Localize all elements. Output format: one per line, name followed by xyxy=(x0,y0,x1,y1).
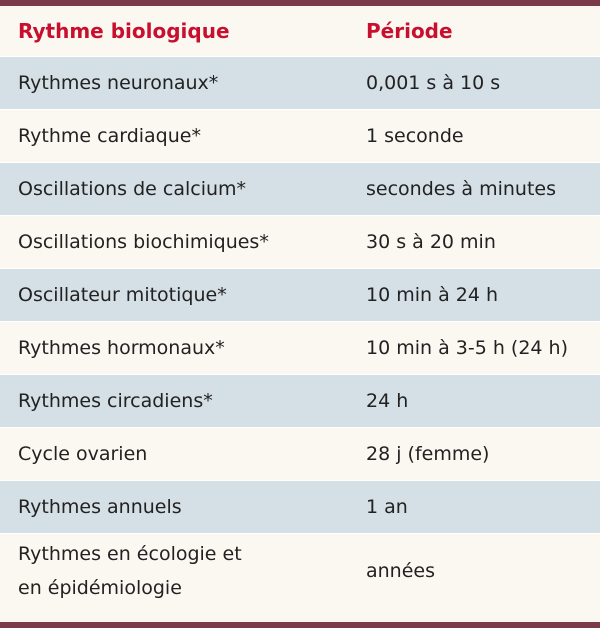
table-row xyxy=(0,322,600,375)
table-row xyxy=(0,481,600,534)
table-row xyxy=(0,216,600,269)
rhythm-cell: Cycle ovarien xyxy=(0,428,350,481)
table-row xyxy=(0,375,600,428)
period-cell: 1 an xyxy=(350,481,600,534)
rhythm-cell: Rythmes annuels xyxy=(0,481,350,534)
period-cell: 10 min à 24 h xyxy=(350,269,600,322)
rhythm-cell-line: Rythmes en écologie et xyxy=(18,542,242,565)
table-row xyxy=(0,534,600,608)
table-row xyxy=(0,110,600,163)
table-row xyxy=(0,57,600,110)
period-cell: 1 seconde xyxy=(350,110,600,163)
rhythm-cell: Oscillations de calcium* xyxy=(0,163,350,216)
table-row xyxy=(0,269,600,322)
rhythm-cell: Oscillateur mitotique* xyxy=(0,269,350,322)
period-cell: 24 h xyxy=(350,375,600,428)
table-row xyxy=(0,163,600,216)
period-cell: secondes à minutes xyxy=(350,163,600,216)
rhythm-cell xyxy=(0,534,350,608)
table-row xyxy=(0,428,600,481)
rhythm-cell-line: en épidémiologie xyxy=(18,576,182,599)
period-cell: 28 j (femme) xyxy=(350,428,600,481)
period-cell: 10 min à 3-5 h (24 h) xyxy=(350,322,600,375)
period-cell: années xyxy=(350,534,600,608)
period-cell: 0,001 s à 10 s xyxy=(350,57,600,110)
rhythm-cell: Oscillations biochimiques* xyxy=(0,216,350,269)
period-cell: 30 s à 20 min xyxy=(350,216,600,269)
header-rhythm: Rythme biologique xyxy=(0,6,350,57)
table-header-row xyxy=(0,6,600,57)
rhythm-table xyxy=(0,6,600,608)
rhythm-cell: Rythmes hormonaux* xyxy=(0,322,350,375)
rhythm-cell: Rythmes circadiens* xyxy=(0,375,350,428)
rhythm-cell: Rythmes neuronaux* xyxy=(0,57,350,110)
header-period: Période xyxy=(350,6,600,57)
rhythm-cell: Rythme cardiaque* xyxy=(0,110,350,163)
